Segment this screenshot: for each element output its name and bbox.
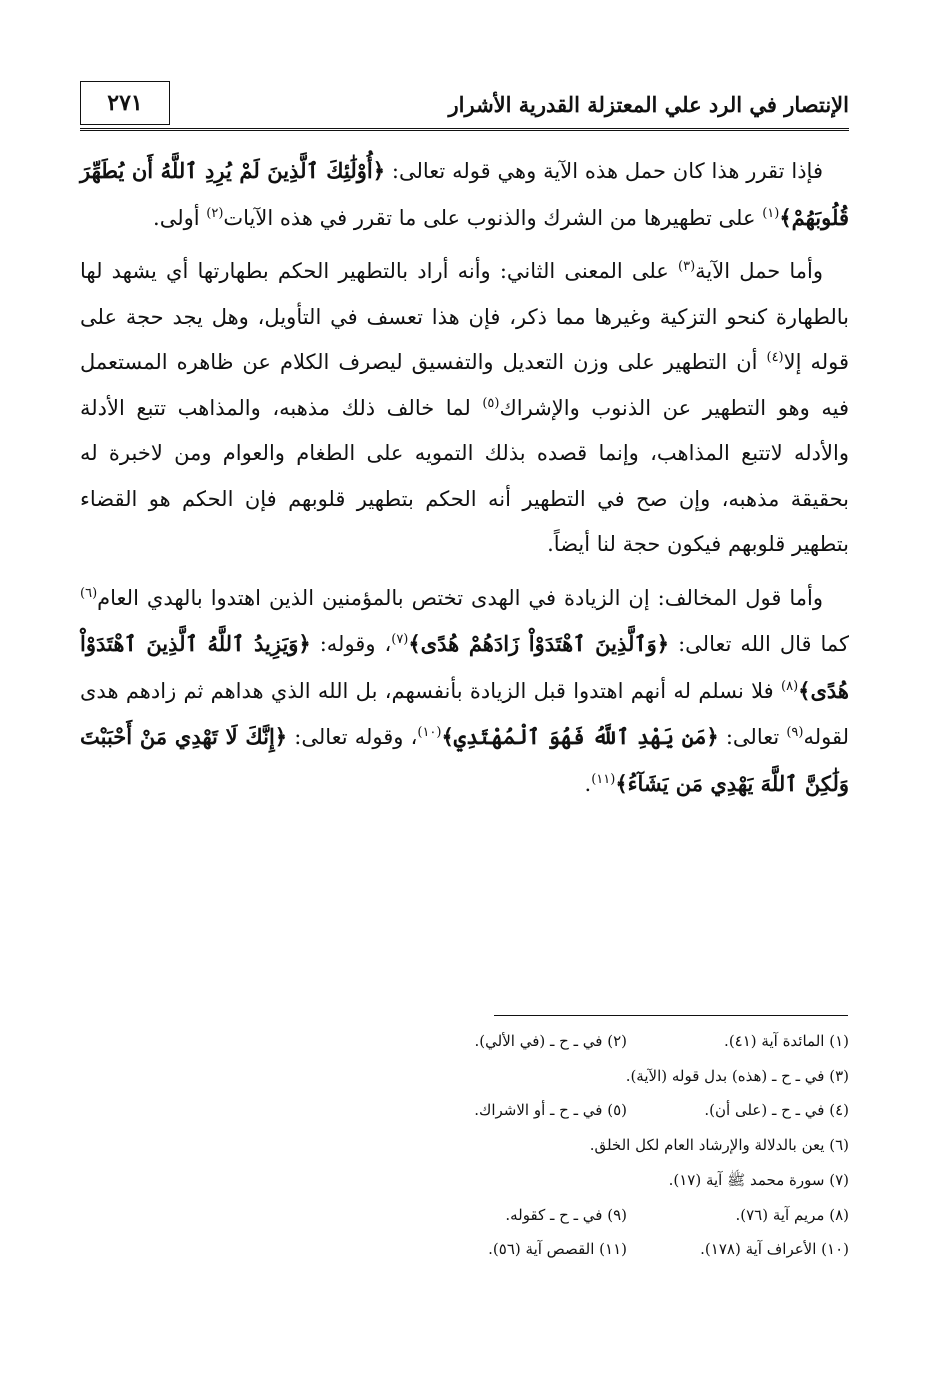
footnote-row xyxy=(289,1198,849,1233)
running-title: الإنتصار في الرد علي المعتزلة القدرية الأشرار xyxy=(448,92,849,117)
footnote-ref: (٨) xyxy=(781,678,799,694)
footnote: (١٠) الأعراف آية (١٧٨). xyxy=(700,1240,849,1259)
paragraph-1 xyxy=(80,148,849,241)
text-run: ، وقوله تعالى: xyxy=(287,725,418,749)
footnote-ref: (٥) xyxy=(482,395,500,411)
quran-verse: ﴿مَن يَهْدِ ٱللَّهُ فَهُوَ ٱلْمُهْتَدِي﴾ xyxy=(441,724,719,749)
footnote-row xyxy=(289,1163,849,1198)
footnote: (٦) يعن بالدلالة والإرشاد العام لكل الخلق. xyxy=(589,1136,849,1155)
quran-verse: ﴿إِنَّكَ لَا تَهْدِي مَنْ أَحْبَبْتَ وَلَٰكِنَّ ٱللَّهَ يَهْدِي مَن يَشَآءُ﴾ xyxy=(80,724,849,796)
main-text xyxy=(80,148,849,815)
footnote-separator xyxy=(494,1015,848,1016)
footnotes xyxy=(289,1024,849,1267)
paragraph-3 xyxy=(80,576,849,808)
footnote-ref: (٢) xyxy=(206,205,224,221)
footnote: (٧) سورة محمد ﷺ آية (١٧). xyxy=(668,1170,849,1189)
text-run: ، وقوله: xyxy=(310,632,392,656)
text-run: وأما قول المخالف: إن الزيادة في الهدى تختص بالمؤمنين الذين اهتدوا بالهدي العام xyxy=(97,585,823,610)
footnote-ref: (١) xyxy=(762,205,780,221)
text-run: لما خالف ذلك مذهبه، والمذاهب تتبع الأدلة والأدله لاتتبع المذاهب، وإنما قصده بذلك التمويه على الطغام والعوام ومن لاخبرة له بحقيقة مذهبه، وإن صح في التطهير أنه الحكم بتطهير قلوبهم فإن الحكم هو القضاء بتطهير قلوبهم فيكون حجة لنا أيضاً. xyxy=(80,395,849,556)
footnote-ref: (٦) xyxy=(80,585,98,601)
footnote: (٥) في ـ ح ـ أو الاشراك. xyxy=(474,1101,627,1120)
footnote-ref: (٤) xyxy=(766,350,784,365)
text-run: فلا نسلم له أنهم اهتدوا قبل الزيادة بأنفسهم، بل الله الذي هداهم ثم زادهم هدى لقوله xyxy=(80,678,850,749)
quran-verse: ﴿أُوْلَٰئِكَ ٱلَّذِينَ لَمْ يُرِدِ ٱللَّهُ أَن يُطَهِّرَ قُلُوبَهُمْ﴾ xyxy=(80,158,849,230)
footnote-row xyxy=(289,1059,849,1094)
text-run: كما قال الله تعالى: xyxy=(669,632,850,656)
paragraph-2 xyxy=(80,249,849,568)
text-run: على المعنى الثاني: وأنه أراد بالتطهير الحكم بطهارتها أي يشهد لها بالطهارة كنحو التزكية وغيرها مما ذكر، فإن هذا تعسف في التأويل، وهل يجد حجة على قوله إلا xyxy=(80,259,849,374)
page-header xyxy=(80,78,849,136)
footnote-ref: (٩) xyxy=(786,725,804,740)
footnote: (٣) في ـ ح ـ (هذه) بدل قوله (الآية). xyxy=(625,1066,849,1085)
text-run: على تطهيرها من الشرك والذنوب على ما تقرر في هذه الآيات xyxy=(223,205,763,230)
text-run: تعالى: xyxy=(718,725,787,749)
text-run: أولى. xyxy=(153,205,207,230)
footnote: (٨) مريم آية (٧٦). xyxy=(735,1205,849,1224)
footnote: (٩) في ـ ح ـ كقوله. xyxy=(505,1205,627,1224)
footnote: (٤) في ـ ح ـ (على أن). xyxy=(704,1101,849,1120)
footnote-row xyxy=(289,1128,849,1163)
header-rule xyxy=(80,128,849,131)
footnote: (١١) القصص آية (٥٦). xyxy=(488,1240,627,1259)
footnote-row xyxy=(289,1093,849,1128)
footnote: (٢) في ـ ح ـ (في الألي). xyxy=(474,1032,627,1050)
text-run: أن التطهير على وزن التعديل والتفسيق ليصرف الكلام عن ظاهره المستعمل فيه وهو التطهير عن الذنوب والإشراك xyxy=(80,350,849,420)
text-run: . xyxy=(584,771,592,796)
footnote-row xyxy=(289,1232,849,1267)
text-run: وأما حمل الآية xyxy=(695,259,823,283)
footnote-ref: (٧) xyxy=(391,632,409,647)
footnote-ref: (١١) xyxy=(591,771,616,787)
text-run: فإذا تقرر هذا كان حمل هذه الآية وهي قوله تعالى: xyxy=(385,159,823,183)
page-number: ٢٧١ xyxy=(80,81,170,125)
footnote-ref: (١٠) xyxy=(417,725,442,740)
quran-verse: ﴿وَيَزِيدُ ٱللَّهُ ٱلَّذِينَ ٱهْتَدَوْاْ هُدًى﴾ xyxy=(80,631,849,703)
footnote-ref: (٣) xyxy=(678,259,696,274)
footnote: (١) المائدة آية (٤١). xyxy=(724,1032,849,1050)
footnote-row xyxy=(289,1024,849,1059)
quran-verse: ﴿وَٱلَّذِينَ ٱهْتَدَوْاْ زَادَهُمْ هُدًى﴾ xyxy=(408,631,670,656)
